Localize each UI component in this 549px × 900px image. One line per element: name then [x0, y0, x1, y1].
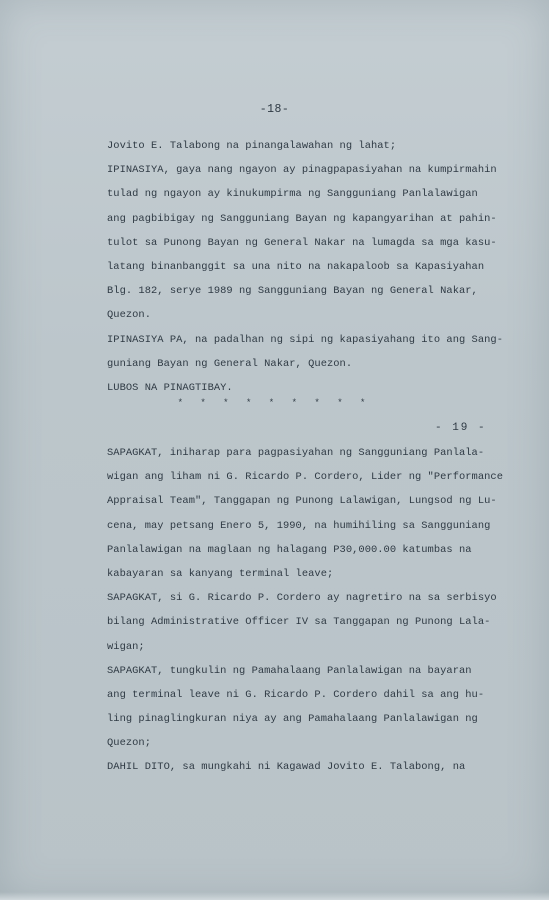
text-line: Quezon; [107, 737, 151, 750]
text-line: ang pagbibigay ng Sangguniang Bayan ng kapangyarihan at pahin- [107, 212, 497, 225]
text-line: SAPAGKAT, si G. Ricardo P. Cordero ay nagretiro na sa serbisyo [107, 592, 497, 605]
text-line: SAPAGKAT, tungkulin ng Pamahalaang Panlalawigan na bayaran [107, 664, 472, 677]
sub-page-number: - 19 - [435, 422, 487, 434]
text-line: guniang Bayan ng General Nakar, Quezon. [107, 357, 353, 370]
page-number: -18- [259, 103, 290, 116]
text-line: DAHIL DITO, sa mungkahi ni Kagawad Jovito E. Talabong, na [107, 761, 466, 774]
text-line: cena, may petsang Enero 5, 1990, na humihiling sa Sangguniang [107, 519, 491, 532]
text-line: Appraisal Team", Tanggapan ng Punong Lalawigan, Lungsod ng Lu- [107, 495, 497, 508]
text-line: Quezon. [107, 309, 151, 322]
text-line: Jovito E. Talabong na pinangalawahan ng lahat; [107, 140, 397, 152]
text-line: IPINASIYA PA, na padalhan ng sipi ng kapasiyahang ito ang Sang- [107, 333, 503, 346]
text-line: IPINASIYA, gaya nang ngayon ay pinagpapasiyahan na kumpirmahin [107, 164, 497, 177]
scan-edge [0, 892, 549, 900]
text-line: Blg. 182, serye 1989 ng Sangguniang Bayan ng General Nakar, [107, 285, 478, 298]
text-line: latang binanbanggit sa una nito na nakapaloob sa Kapasiyahan [107, 260, 485, 273]
text-line: kabayaran sa kanyang terminal leave; [107, 567, 334, 580]
section-18-text [107, 134, 507, 400]
separator-stars: * * * * * * * * * [177, 398, 372, 408]
section-19-text [107, 441, 507, 780]
text-line: wigan ang liham ni G. Ricardo P. Cordero, Lider ng "Performance [107, 471, 503, 484]
text-line: LUBOS NA PINAGTIBAY. [107, 381, 233, 394]
text-line: Panlalawigan na maglaan ng halagang P30,000.00 katumbas na [107, 543, 472, 556]
text-line: bilang Administrative Officer IV sa Tanggapan ng Punong Lala- [107, 616, 491, 629]
text-line: tulot sa Punong Bayan ng General Nakar na lumagda sa mga kasu- [107, 236, 497, 249]
text-line: SAPAGKAT, iniharap para pagpasiyahan ng Sangguniang Panlala- [107, 447, 485, 459]
text-line: ling pinaglingkuran niya ay ang Pamahalaang Panlalawigan ng [107, 713, 478, 726]
text-line: wigan; [107, 640, 145, 653]
text-line: ang terminal leave ni G. Ricardo P. Cordero dahil sa ang hu- [107, 688, 485, 701]
text-line: tulad ng ngayon ay kinukumpirma ng Sangguniang Panlalawigan [107, 188, 478, 201]
